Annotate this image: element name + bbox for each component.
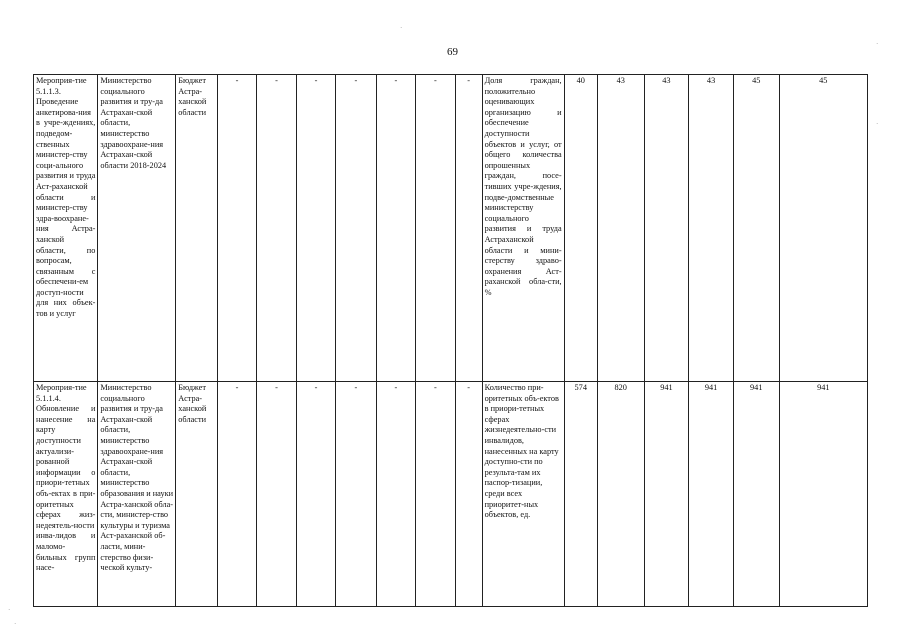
- executor-cell: Министерство социального развития и тру-да Астрахан-ской области, министерство здравоохране-ния Астрахан-ской области 2018-2024: [98, 75, 176, 382]
- scan-speck: ·: [876, 120, 879, 128]
- amount-cell: -: [257, 382, 296, 607]
- indicator-value-cell: 40: [564, 75, 597, 382]
- indicator-value-cell: 941: [733, 382, 779, 607]
- indicator-cell: Доля граждан, положительно оценивающих организацию и обеспечение доступности объектов и услуг, от общего количества опрошенных граждан, посе-тивших учре-ждения, подве-домственные министерству социального развития и труда Астраханской области и мини-стерству здраво-охранения Аст-раханской обла-сти, %: [482, 75, 564, 382]
- amount-cell: -: [376, 75, 415, 382]
- indicator-value-cell: 941: [689, 382, 734, 607]
- amount-cell: -: [336, 75, 377, 382]
- activity-cell: Мероприя-тие 5.1.1.3. Проведение анкетирова-ния в учре-ждениях, подведом-ственных министер-ству соци-ального развития и труда Аст-раханской области и министер-ству здра-воохране-ния Астра-ханской области, по вопросам, связанным с обеспечени-ем доступ-ности для них объек-тов и услуг: [34, 75, 98, 382]
- amount-cell: -: [416, 75, 455, 382]
- indicator-value-cell: 45: [779, 75, 867, 382]
- amount-cell: -: [455, 75, 482, 382]
- amount-cell: -: [296, 75, 335, 382]
- indicator-value-cell: 574: [564, 382, 597, 607]
- amount-cell: -: [257, 75, 296, 382]
- table-row: [34, 382, 868, 607]
- indicator-cell: Количество при-оритетных объ-ектов в приори-тетных сферах жизнедеятельно-сти инвалидов, нанесенных на карту доступно-сти по результа-там их паспор-тизации, среди всех приоритет-ных объектов, ед.: [482, 382, 564, 607]
- indicator-value-cell: 43: [597, 75, 644, 382]
- scan-speck: ·: [876, 40, 879, 48]
- funding-source-cell: Бюджет Астра-ханской области: [176, 75, 218, 382]
- amount-cell: -: [336, 382, 377, 607]
- indicator-value-cell: 43: [689, 75, 734, 382]
- indicator-value-cell: 941: [779, 382, 867, 607]
- table-row: [34, 75, 868, 382]
- amount-cell: -: [376, 382, 415, 607]
- scan-speck: ·: [14, 620, 17, 628]
- scan-speck: ·: [8, 606, 11, 614]
- page-number: 69: [447, 46, 458, 58]
- indicator-value-cell: 820: [597, 382, 644, 607]
- amount-cell: -: [416, 382, 455, 607]
- scan-speck: ·: [400, 24, 403, 32]
- activity-cell: Мероприя-тие 5.1.1.4. Обновление и нанесение на карту доступности актуализи-рованной информации о приори-тетных объ-ектах в при-оритетных сферах жиз-недеятель-ности инва-лидов и маломо-бильных групп насе-: [34, 382, 98, 607]
- amount-cell: -: [217, 382, 256, 607]
- indicator-value-cell: 941: [644, 382, 689, 607]
- indicator-value-cell: 45: [733, 75, 779, 382]
- amount-cell: -: [455, 382, 482, 607]
- program-table: [33, 74, 868, 607]
- executor-cell: Министерство социального развития и тру-да Астрахан-ской области, министерство здравоохране-ния Астрахан-ской области, министерство образования и науки Астра-ханской обла-сти, министер-ство культуры и туризма Аст-раханской об-ласти, мини-стерство физи-ческой культу-: [98, 382, 176, 607]
- funding-source-cell: Бюджет Астра-ханской области: [176, 382, 218, 607]
- amount-cell: -: [217, 75, 256, 382]
- indicator-value-cell: 43: [644, 75, 689, 382]
- amount-cell: -: [296, 382, 335, 607]
